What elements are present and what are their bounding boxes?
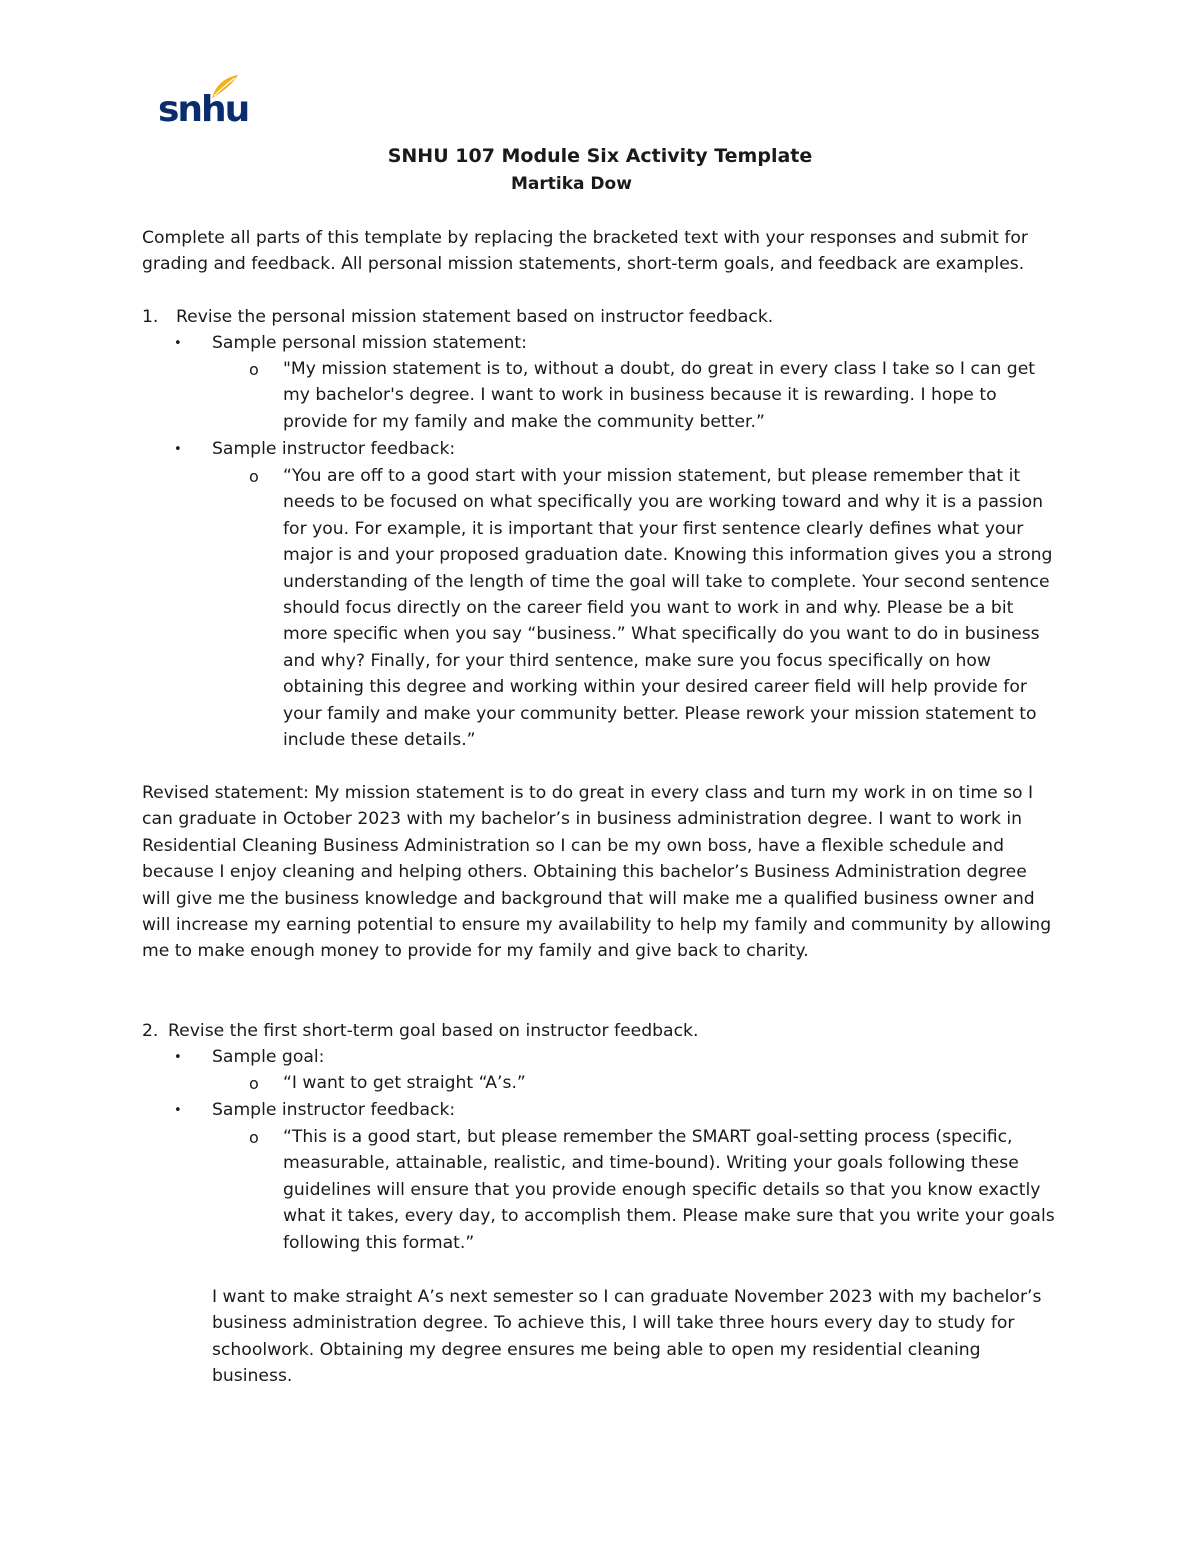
revised-goal-statement (212, 1284, 1041, 1390)
bullet-icon: • (174, 336, 182, 351)
text-line: Revised statement: My mission statement is to do great in every class and turn my work in on time so I (142, 783, 1034, 803)
text-line: for you. For example, it is important that your first sentence clearly defines what your (283, 518, 1024, 539)
text-line: business administration degree. To achieve this, I will take three hours every day to study for (212, 1313, 1015, 1334)
text-line: Residential Cleaning Business Administration so I can be my own boss, have a flexible schedule and (142, 835, 1004, 856)
sample-feedback-text (283, 463, 1052, 753)
text-line: should focus directly on the career field you want to work in and why. Please be a bit (283, 598, 1014, 619)
text-line: guidelines will ensure that you provide enough specific details so that you know exactly (283, 1179, 1041, 1200)
text-line: because I enjoy cleaning and helping others. Obtaining this bachelor’s Business Administration degree (142, 862, 1027, 883)
text-line: provide for my family and make the community better.” (283, 411, 765, 432)
text-line: following this format.” (283, 1232, 475, 1253)
sub-bullet-icon: o (249, 467, 259, 486)
bullet-icon: • (174, 1050, 182, 1065)
bullet-icon: • (174, 1103, 182, 1118)
text-line: will give me the business knowledge and background that will make me a qualified business owner and (142, 888, 1035, 909)
section-1-heading: Revise the personal mission statement based on instructor feedback. (176, 307, 774, 327)
text-line: can graduate in October 2023 with my bachelor’s in business administration degree. I want to work in (142, 809, 1023, 830)
sub-bullet-icon: o (249, 360, 259, 379)
sample-feedback-label: Sample instructor feedback: (212, 1100, 456, 1120)
sample-mission-text (283, 356, 1035, 435)
intro-line: Complete all parts of this template by replacing the bracketed text with your responses and submit for (142, 228, 1028, 248)
text-line: will increase my earning potential to ensure my availability to help my family and community by allowing (142, 915, 1052, 936)
text-line: schoolwork. Obtaining my degree ensures me being able to open my residential cleaning (212, 1339, 981, 1360)
text-line: "My mission statement is to, without a doubt, do great in every class I take so I can get (283, 359, 1036, 379)
text-line: “I want to get straight “A’s.” (283, 1073, 526, 1093)
text-line: more specific when you say “business.” What specifically do you want to do in business (283, 624, 1040, 645)
text-line: business. (212, 1366, 293, 1387)
text-line: include these details.” (283, 730, 476, 751)
leaf-icon (210, 74, 240, 100)
author-name: Martika Dow (511, 174, 632, 194)
text-line: I want to make straight A’s next semester so I can graduate November 2023 with my bachelor’s (212, 1287, 1042, 1307)
sub-bullet-icon: o (249, 1128, 259, 1147)
text-line: needs to be focused on what specifically you are working toward and why it is a passion (283, 492, 1044, 513)
text-line: understanding of the length of time the goal will take to complete. Your second sentence (283, 571, 1050, 592)
sample-feedback-text (283, 1124, 1055, 1256)
document-title: SNHU 107 Module Six Activity Template (387, 145, 813, 167)
text-line: what it takes, every day, to accomplish them. Please make sure that you write your goals (283, 1206, 1055, 1227)
sub-bullet-icon: o (249, 1074, 259, 1093)
text-line: measurable, attainable, realistic, and time-bound). Writing your goals following these (283, 1153, 1019, 1174)
bullet-icon: • (174, 442, 182, 457)
text-line: “This is a good start, but please remember the SMART goal-setting process (specific, (283, 1127, 1013, 1147)
intro-line: grading and feedback. All personal mission statements, short-term goals, and feedback are examples. (142, 254, 1025, 275)
section-2-heading: Revise the first short-term goal based on instructor feedback. (168, 1021, 699, 1041)
logo-wordmark: snhu (158, 89, 249, 130)
snhu-logo (158, 74, 249, 134)
sample-mission-label: Sample personal mission statement: (212, 333, 527, 353)
sample-feedback-label: Sample instructor feedback: (212, 439, 456, 459)
revised-mission-statement (142, 780, 1051, 965)
sample-goal-label: Sample goal: (212, 1047, 325, 1067)
text-line: my bachelor's degree. I want to work in business because it is rewarding. I hope to (283, 385, 997, 406)
text-line: major is and your proposed graduation date. Knowing this information gives you a strong (283, 545, 1053, 566)
text-line: me to make enough money to provide for my family and give back to charity. (142, 941, 809, 962)
text-line: and why? Finally, for your third sentence, make sure you focus specifically on how (283, 650, 991, 671)
section-1-number: 1. (142, 307, 159, 327)
text-line: “You are off to a good start with your mission statement, but please remember that it (283, 466, 1021, 486)
sample-goal-text (283, 1070, 526, 1096)
section-2-number: 2. (142, 1021, 159, 1041)
intro-paragraph (142, 225, 1028, 278)
text-line: obtaining this degree and working within your desired career field will help provide for (283, 677, 1027, 698)
text-line: your family and make your community better. Please rework your mission statement to (283, 703, 1037, 724)
